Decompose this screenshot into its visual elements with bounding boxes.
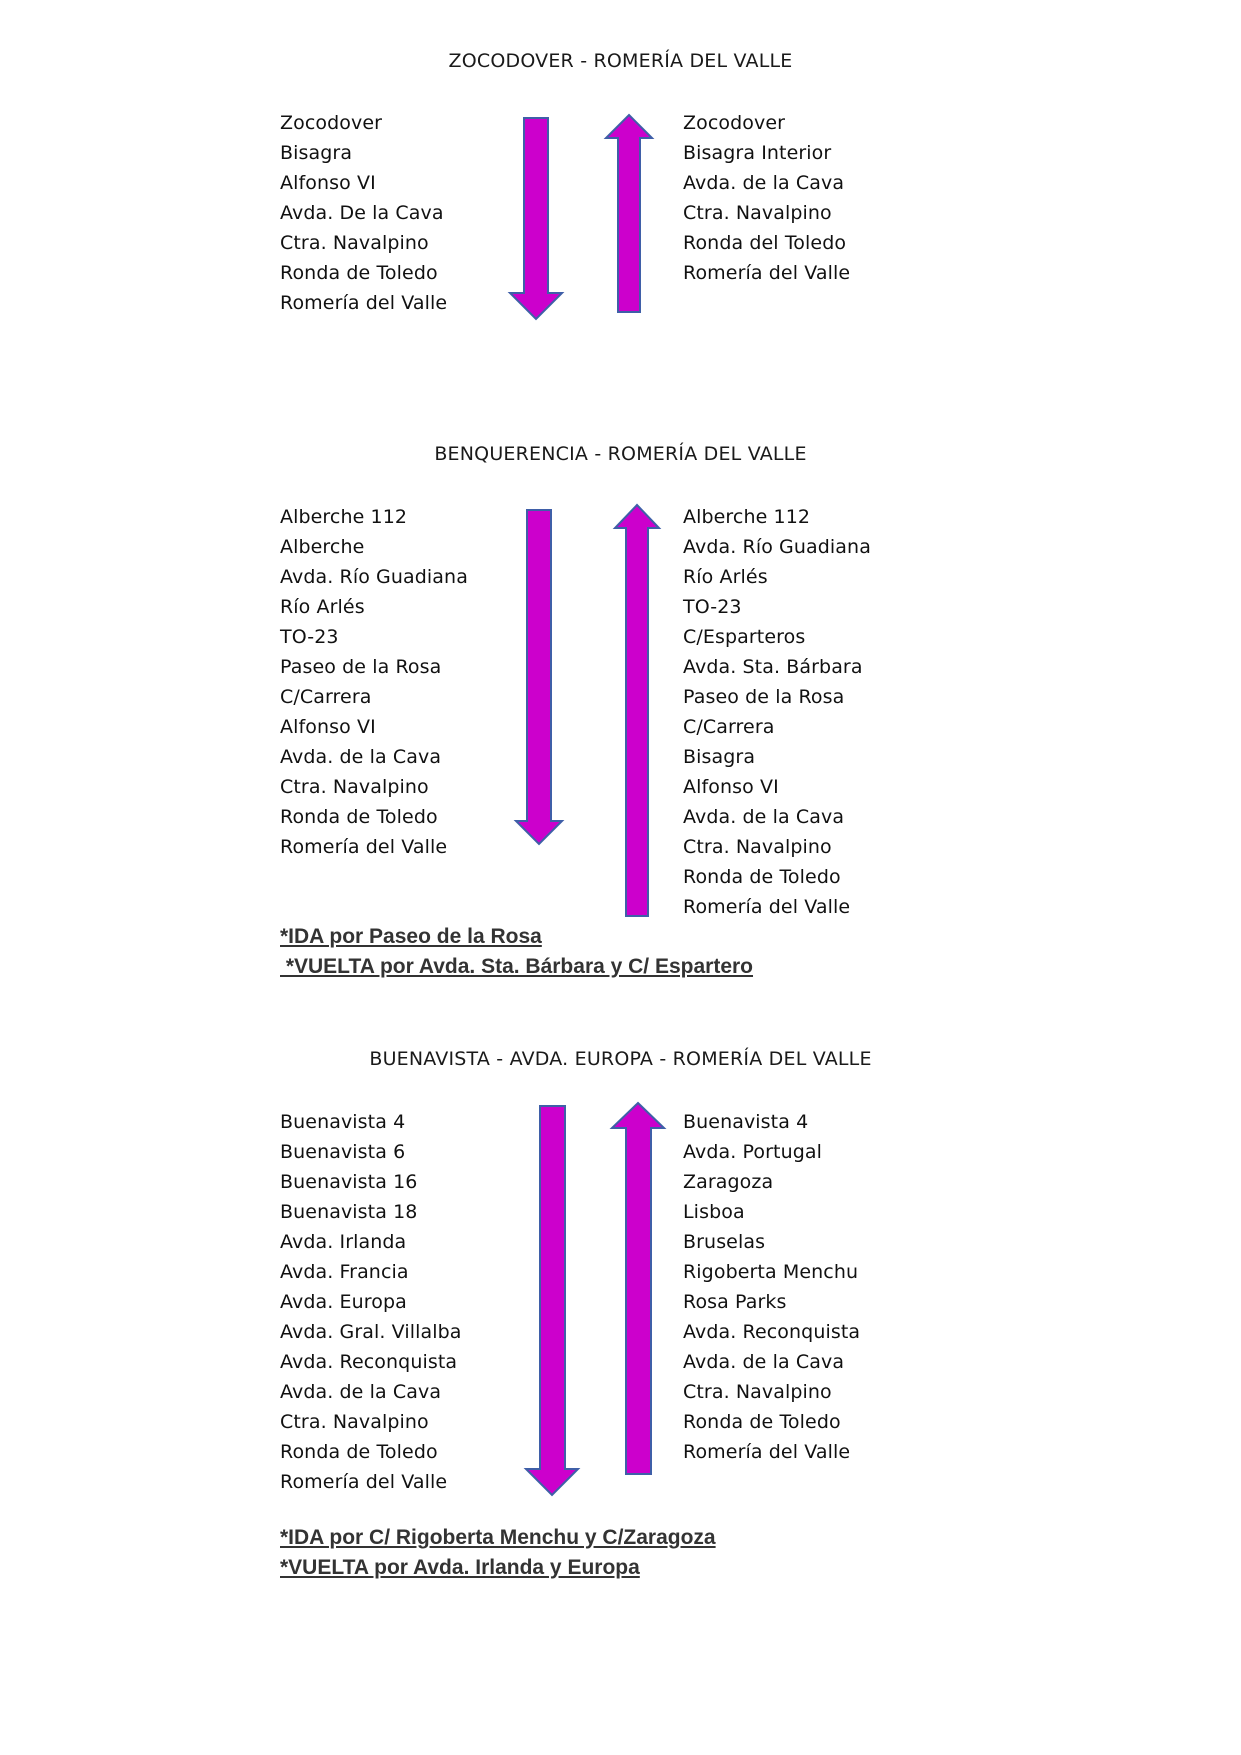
ida-stop: Romería del Valle — [280, 836, 448, 858]
route-note: *IDA por Paseo de la Rosa — [280, 925, 542, 948]
ida-stop: Romería del Valle — [280, 292, 448, 314]
ida-stop: Alberche 112 — [280, 506, 408, 528]
route-note: *VUELTA por Avda. Sta. Bárbara y C/ Espartero — [280, 955, 754, 978]
arrow-up-icon — [613, 504, 661, 918]
ida-stop: Avda. Europa — [280, 1291, 407, 1313]
ida-stop: Buenavista 4 — [280, 1111, 406, 1133]
ida-stop: Alfonso VI — [280, 172, 376, 194]
vuelta-stop-list — [683, 502, 871, 922]
ida-stop: Ctra. Navalpino — [280, 776, 429, 798]
ida-stop: Avda. Irlanda — [280, 1231, 407, 1253]
vuelta-stop: Rigoberta Menchu — [683, 1261, 859, 1283]
vuelta-stop: Lisboa — [683, 1201, 745, 1223]
vuelta-stop: C/Esparteros — [683, 626, 806, 648]
ida-stop: Ctra. Navalpino — [280, 1411, 429, 1433]
ida-stop: C/Carrera — [280, 686, 372, 708]
vuelta-stop: Río Arlés — [683, 566, 768, 588]
vuelta-stop-list — [683, 108, 850, 288]
arrow-down-icon — [510, 117, 566, 320]
ida-stop: Avda. de la Cava — [280, 746, 442, 768]
ida-stop-list — [280, 1107, 462, 1497]
ida-stop-list — [280, 108, 447, 318]
ida-stop: Avda. Río Guadiana — [280, 566, 468, 588]
route-note: *VUELTA por Avda. Irlanda y Europa — [280, 1556, 640, 1579]
vuelta-stop: Bruselas — [683, 1231, 766, 1253]
ida-stop: Buenavista 18 — [280, 1201, 418, 1223]
vuelta-stop: Alfonso VI — [683, 776, 779, 798]
vuelta-stop: Avda. de la Cava — [683, 172, 845, 194]
ida-stop: Avda. de la Cava — [280, 1381, 442, 1403]
ida-stop: Avda. Gral. Villalba — [280, 1321, 462, 1343]
vuelta-stop: Zaragoza — [683, 1171, 774, 1193]
vuelta-stop: Avda. de la Cava — [683, 806, 845, 828]
route-note: *IDA por C/ Rigoberta Menchu y C/Zaragoza — [280, 1526, 716, 1549]
ida-stop: Avda. Reconquista — [280, 1351, 458, 1373]
ida-stop: Alfonso VI — [280, 716, 376, 738]
vuelta-stop: Alberche 112 — [683, 506, 811, 528]
ida-stop: Ctra. Navalpino — [280, 232, 429, 254]
vuelta-stop: Romería del Valle — [683, 896, 851, 918]
vuelta-stop: Paseo de la Rosa — [683, 686, 845, 708]
vuelta-stop: Avda. Sta. Bárbara — [683, 656, 863, 678]
ida-stop: Ronda de Toledo — [280, 262, 438, 284]
ida-stop: Ronda de Toledo — [280, 1441, 438, 1463]
ida-stop: TO-23 — [280, 626, 339, 648]
route-title: ZOCODOVER - ROMERÍA DEL VALLE — [448, 50, 793, 72]
ida-stop: Paseo de la Rosa — [280, 656, 442, 678]
ida-stop: Buenavista 16 — [280, 1171, 418, 1193]
vuelta-stop: TO-23 — [683, 596, 742, 618]
arrow-down-icon — [524, 1105, 580, 1497]
ida-stop: Bisagra — [280, 142, 353, 164]
vuelta-stop: Ronda de Toledo — [683, 866, 841, 888]
route-title: BENQUERENCIA - ROMERÍA DEL VALLE — [434, 443, 807, 465]
ida-stop: Alberche — [280, 536, 365, 558]
ida-stop: Zocodover — [280, 112, 383, 134]
vuelta-stop: Ronda del Toledo — [683, 232, 847, 254]
ida-stop-list — [280, 502, 468, 862]
ida-stop: Río Arlés — [280, 596, 365, 618]
vuelta-stop: Zocodover — [683, 112, 786, 134]
vuelta-stop: C/Carrera — [683, 716, 775, 738]
vuelta-stop: Avda. Reconquista — [683, 1321, 861, 1343]
vuelta-stop: Buenavista 4 — [683, 1111, 809, 1133]
vuelta-stop: Romería del Valle — [683, 262, 851, 284]
vuelta-stop-list — [683, 1107, 860, 1467]
vuelta-stop: Bisagra Interior — [683, 142, 832, 164]
ida-stop: Avda. Francia — [280, 1261, 409, 1283]
vuelta-stop: Ctra. Navalpino — [683, 1381, 832, 1403]
arrow-down-icon — [514, 509, 564, 845]
vuelta-stop: Avda. Portugal — [683, 1141, 823, 1163]
vuelta-stop: Bisagra — [683, 746, 756, 768]
vuelta-stop: Ctra. Navalpino — [683, 202, 832, 224]
vuelta-stop: Avda. de la Cava — [683, 1351, 845, 1373]
vuelta-stop: Avda. Río Guadiana — [683, 536, 871, 558]
ida-stop: Romería del Valle — [280, 1471, 448, 1493]
arrow-up-icon — [610, 1102, 666, 1476]
ida-stop: Avda. De la Cava — [280, 202, 444, 224]
route-title: BUENAVISTA - AVDA. EUROPA - ROMERÍA DEL VALLE — [369, 1048, 872, 1070]
vuelta-stop: Rosa Parks — [683, 1291, 787, 1313]
vuelta-stop: Ctra. Navalpino — [683, 836, 832, 858]
ida-stop: Buenavista 6 — [280, 1141, 406, 1163]
vuelta-stop: Ronda de Toledo — [683, 1411, 841, 1433]
vuelta-stop: Romería del Valle — [683, 1441, 851, 1463]
ida-stop: Ronda de Toledo — [280, 806, 438, 828]
arrow-up-icon — [605, 114, 655, 314]
